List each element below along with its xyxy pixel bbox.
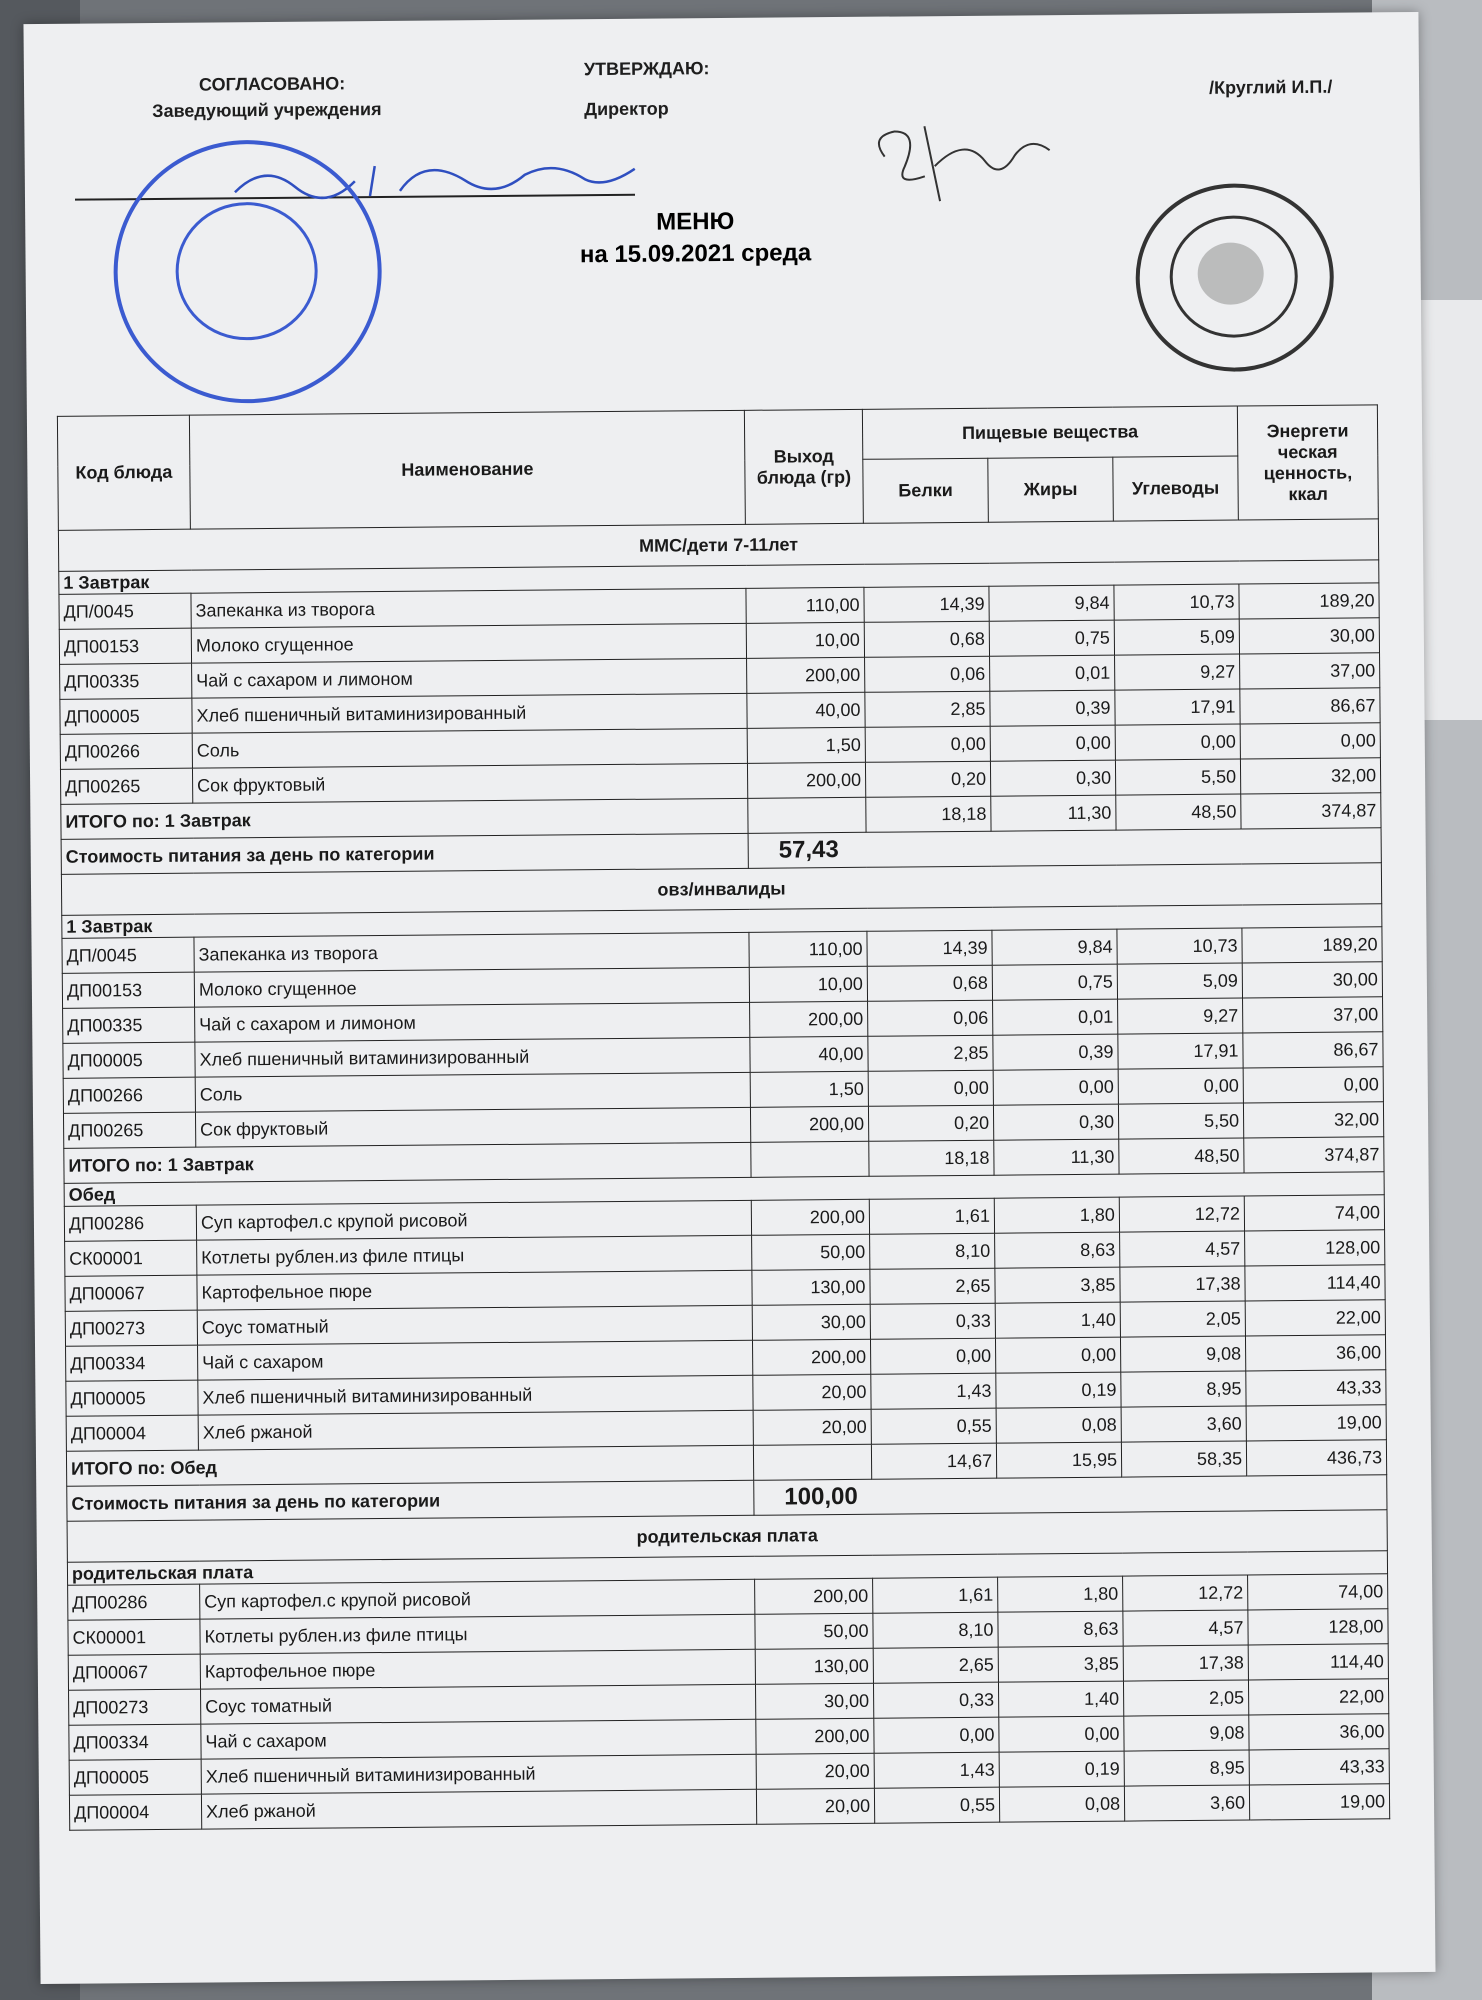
dish-protein: 2,85 [865,691,990,727]
dish-fat: 0,19 [996,1372,1121,1408]
dish-fat: 1,80 [994,1197,1119,1233]
blue-seal [113,139,383,404]
cost-value: 57,43 [748,828,1381,869]
dish-code: ДП00153 [62,972,194,1008]
dish-fat: 0,00 [995,1337,1120,1373]
dish-protein: 2,65 [870,1268,995,1304]
dish-code: ДП00005 [69,1759,201,1795]
dish-output: 20,00 [756,1753,874,1789]
dish-carbs: 17,91 [1118,1033,1243,1069]
dish-carbs: 12,72 [1119,1196,1244,1232]
dish-carbs: 17,38 [1120,1266,1245,1302]
dish-protein: 1,43 [871,1373,996,1409]
col-energy: Энергети ческая ценность, ккал [1237,405,1378,520]
dish-code: ДП00335 [63,1007,195,1043]
dish-code: ДП00005 [63,1042,195,1078]
dish-name: Хлеб ржаной [198,1410,753,1450]
dish-energy: 74,00 [1244,1195,1384,1231]
dish-protein: 0,06 [868,1000,993,1036]
dish-code: ДП00266 [63,1077,195,1113]
dish-carbs: 0,00 [1115,724,1240,760]
dish-carbs: 8,95 [1121,1371,1246,1407]
dish-fat: 0,39 [990,690,1115,726]
page-subtitle: на 15.09.2021 среда [579,239,812,269]
dish-carbs: 8,95 [1124,1750,1249,1786]
director-name: /Круглий И.П./ [1208,76,1333,98]
total-energy: 374,87 [1241,793,1381,829]
dish-carbs: 9,27 [1115,654,1240,690]
dish-output: 200,00 [752,1339,870,1375]
dish-carbs: 5,50 [1115,759,1240,795]
dish-fat: 0,00 [999,1716,1124,1752]
dish-output: 200,00 [747,657,865,693]
total-energy: 436,73 [1246,1440,1386,1476]
dish-output: 110,00 [749,931,867,967]
cost-label: Стоимость питания за день по категории [67,1480,754,1521]
dish-energy: 86,67 [1240,688,1380,724]
dish-code: ДП00273 [65,1310,197,1346]
dish-output: 20,00 [756,1788,874,1824]
dish-energy: 32,00 [1240,758,1380,794]
dish-energy: 114,40 [1245,1265,1385,1301]
dish-output: 130,00 [752,1269,870,1305]
dish-code: ДП00273 [69,1689,201,1725]
dish-protein: 0,33 [873,1682,998,1718]
dish-name: Картофельное пюре [197,1270,752,1310]
dish-energy: 114,40 [1248,1644,1388,1680]
dish-name: Молоко сгущенное [194,967,749,1007]
dish-name: Соль [192,728,747,768]
dish-energy: 36,00 [1245,1335,1385,1371]
total-fat: 11,30 [991,795,1116,831]
dish-code: ДП00335 [60,663,192,699]
dish-energy: 37,00 [1243,997,1383,1033]
dish-carbs: 9,27 [1118,998,1243,1034]
dish-name: Сок фруктовый [195,1107,750,1147]
dish-protein: 0,55 [874,1787,999,1823]
total-energy: 374,87 [1244,1137,1384,1173]
dish-name: Чай с сахаром и лимоном [195,1002,750,1042]
dish-protein: 0,00 [868,1070,993,1106]
page-title: МЕНЮ [656,207,735,236]
dish-code: ДП00266 [60,733,192,769]
dish-fat: 3,85 [995,1267,1120,1303]
dish-energy: 0,00 [1243,1067,1383,1103]
dish-protein: 0,00 [865,726,990,762]
dish-name: Суп картофел.с крупой рисовой [200,1579,755,1619]
section-title: овз/инвалиды [61,863,1381,916]
dish-output: 110,00 [746,587,864,623]
black-seal [1135,183,1335,373]
dish-fat: 8,63 [998,1611,1123,1647]
dish-carbs: 4,57 [1120,1231,1245,1267]
dish-code: ДП00005 [66,1380,198,1416]
dish-fat: 9,84 [992,929,1117,965]
dish-output: 30,00 [755,1683,873,1719]
dish-output: 30,00 [752,1304,870,1340]
dish-energy: 19,00 [1249,1784,1389,1820]
dish-energy: 43,33 [1246,1370,1386,1406]
dish-name: Чай с сахаром [198,1340,753,1380]
dish-fat: 1,40 [998,1681,1123,1717]
dish-protein: 0,55 [871,1408,996,1444]
dish-name: Сок фруктовый [192,763,747,803]
total-carbs: 48,50 [1119,1138,1244,1174]
col-carbs: Углеводы [1113,456,1239,521]
total-label: ИТОГО по: 1 Завтрак [64,1142,751,1183]
total-label: ИТОГО по: 1 Завтрак [61,798,748,839]
dish-output: 1,50 [747,727,865,763]
dish-carbs: 3,60 [1121,1406,1246,1442]
total-output-empty [748,797,866,833]
dish-fat: 1,80 [998,1576,1123,1612]
dish-fat: 0,08 [999,1786,1124,1822]
total-protein: 14,67 [871,1443,996,1479]
meal-group-name: 1 Завтрак [62,904,1382,939]
dish-carbs: 5,09 [1117,963,1242,999]
dish-energy: 19,00 [1246,1405,1386,1441]
meal-group-name: 1 Завтрак [59,560,1379,595]
dish-name: Хлеб ржаной [201,1789,756,1829]
dish-output: 200,00 [756,1718,874,1754]
dish-protein: 0,00 [874,1717,999,1753]
dish-fat: 0,75 [992,964,1117,1000]
col-name: Наименование [189,410,745,529]
meal-group-name: родительская плата [67,1551,1387,1586]
dish-fat: 0,08 [996,1407,1121,1443]
dish-name: Котлеты рублен.из филе птицы [200,1614,755,1654]
dish-code: ДП00265 [60,768,192,804]
agreed-role: Заведующий учреждения [152,99,382,122]
director-signature [864,105,1065,217]
dish-carbs: 2,05 [1120,1301,1245,1337]
col-nutrients: Пищевые вещества [862,406,1237,459]
dish-protein: 1,61 [869,1198,994,1234]
dish-fat: 0,01 [993,999,1118,1035]
dish-output: 130,00 [755,1648,873,1684]
total-carbs: 58,35 [1121,1441,1246,1477]
dish-code: ДП/0045 [62,937,194,973]
col-output: Выход блюда (гр) [744,409,863,524]
dish-name: Молоко сгущенное [191,623,746,663]
dish-carbs: 10,73 [1117,928,1242,964]
approve-label: УТВЕРЖДАЮ: [583,58,710,80]
dish-name: Суп картофел.с крупой рисовой [196,1200,751,1240]
dish-fat: 0,00 [993,1069,1118,1105]
dish-name: Чай с сахаром и лимоном [192,658,747,698]
dish-name: Картофельное пюре [200,1649,755,1689]
dish-carbs: 17,38 [1123,1645,1248,1681]
dish-code: ДП00286 [68,1584,200,1620]
dish-protein: 0,68 [867,965,992,1001]
total-protein: 18,18 [866,796,991,832]
meal-group-name: Обед [64,1172,1384,1207]
dish-output: 20,00 [753,1374,871,1410]
cost-value: 100,00 [754,1475,1387,1516]
dish-output: 50,00 [752,1234,870,1270]
dish-name: Чай с сахаром [201,1719,756,1759]
menu-document [23,12,1435,1984]
dish-code: ДП00067 [68,1654,200,1690]
dish-energy: 0,00 [1240,723,1380,759]
dish-fat: 0,30 [993,1104,1118,1140]
dish-fat: 0,39 [993,1034,1118,1070]
section-title: ММС/дети 7-11лет [58,519,1378,572]
dish-code: ДП00004 [69,1794,201,1830]
dish-energy: 86,67 [1243,1032,1383,1068]
dish-name: Хлеб пшеничный витаминизированный [198,1375,753,1415]
total-output-empty [751,1141,869,1177]
dish-energy: 30,00 [1239,618,1379,654]
dish-protein: 0,33 [870,1303,995,1339]
dish-carbs: 4,57 [1123,1610,1248,1646]
total-fat: 11,30 [994,1139,1119,1175]
dish-name: Запеканка из творога [191,588,746,628]
dish-protein: 1,61 [873,1577,998,1613]
dish-fat: 0,01 [990,655,1115,691]
dish-carbs: 10,73 [1114,584,1239,620]
dish-name: Хлеб пшеничный витаминизированный [192,693,747,733]
dish-name: Хлеб пшеничный витаминизированный [195,1037,750,1077]
dish-carbs: 5,50 [1118,1103,1243,1139]
dish-carbs: 9,08 [1124,1715,1249,1751]
dish-fat: 1,40 [995,1302,1120,1338]
dish-carbs: 17,91 [1115,689,1240,725]
dish-carbs: 3,60 [1124,1785,1249,1821]
col-code: Код блюда [57,415,190,530]
dish-protein: 14,39 [864,586,989,622]
dish-name: Соль [195,1072,750,1112]
dish-fat: 0,75 [989,620,1114,656]
dish-protein: 0,06 [865,656,990,692]
col-protein: Белки [863,458,989,523]
dish-code: СК00001 [65,1240,197,1276]
dish-protein: 0,68 [864,621,989,657]
dish-protein: 2,65 [873,1647,998,1683]
dish-output: 10,00 [749,966,867,1002]
total-protein: 18,18 [869,1140,994,1176]
total-label: ИТОГО по: Обед [66,1445,753,1486]
dish-energy: 128,00 [1248,1609,1388,1645]
agreed-label: СОГЛАСОВАНО: [198,73,346,95]
dish-carbs: 5,09 [1114,619,1239,655]
dish-energy: 128,00 [1245,1230,1385,1266]
dish-energy: 189,20 [1242,927,1382,963]
cost-label: Стоимость питания за день по категории [61,833,748,874]
dish-protein: 2,85 [868,1035,993,1071]
dish-output: 200,00 [751,1199,869,1235]
dish-energy: 22,00 [1248,1679,1388,1715]
dish-code: СК00001 [68,1619,200,1655]
section-title: родительская плата [67,1510,1387,1563]
dish-code: ДП/0045 [59,593,191,629]
dish-name: Соус томатный [197,1305,752,1345]
dish-energy: 22,00 [1245,1300,1385,1336]
dish-output: 20,00 [753,1409,871,1445]
total-carbs: 48,50 [1116,794,1241,830]
dish-output: 200,00 [747,762,865,798]
dish-energy: 37,00 [1240,653,1380,689]
dish-name: Хлеб пшеничный витаминизированный [201,1754,756,1794]
dish-output: 50,00 [755,1613,873,1649]
dish-output: 10,00 [746,622,864,658]
dish-carbs: 0,00 [1118,1068,1243,1104]
dish-fat: 8,63 [995,1232,1120,1268]
total-output-empty [753,1444,871,1480]
dish-output: 200,00 [750,1001,868,1037]
dish-code: ДП00334 [69,1724,201,1760]
dish-protein: 0,20 [868,1105,993,1141]
dish-code: ДП00067 [65,1275,197,1311]
dish-output: 1,50 [750,1071,868,1107]
dish-protein: 8,10 [873,1612,998,1648]
menu-table [57,404,1390,1830]
dish-code: ДП00153 [59,628,191,664]
dish-energy: 36,00 [1249,1714,1389,1750]
dish-energy: 43,33 [1249,1749,1389,1785]
total-fat: 15,95 [996,1442,1121,1478]
dish-fat: 9,84 [989,585,1114,621]
dish-output: 200,00 [750,1106,868,1142]
dish-protein: 8,10 [870,1233,995,1269]
dish-fat: 3,85 [998,1646,1123,1682]
dish-protein: 0,20 [865,761,990,797]
dish-fat: 0,30 [990,760,1115,796]
dish-name: Котлеты рублен.из филе птицы [197,1235,752,1275]
dish-energy: 74,00 [1248,1574,1388,1610]
dish-carbs: 2,05 [1123,1680,1248,1716]
dish-carbs: 9,08 [1120,1336,1245,1372]
dish-energy: 32,00 [1243,1102,1383,1138]
dish-name: Соус томатный [201,1684,756,1724]
dish-protein: 1,43 [874,1752,999,1788]
dish-code: ДП00004 [66,1415,198,1451]
dish-energy: 30,00 [1242,962,1382,998]
dish-code: ДП00005 [60,698,192,734]
dish-code: ДП00334 [66,1345,198,1381]
approve-role: Директор [584,98,669,120]
dish-code: ДП00265 [63,1112,195,1148]
dish-carbs: 12,72 [1123,1575,1248,1611]
dish-name: Запеканка из творога [194,932,749,972]
col-fat: Жиры [988,457,1114,522]
dish-output: 200,00 [755,1578,873,1614]
dish-code: ДП00286 [64,1205,196,1241]
dish-protein: 14,39 [867,930,992,966]
dish-fat: 0,19 [999,1751,1124,1787]
menu-body [58,519,1389,1830]
dish-energy: 189,20 [1239,583,1379,619]
dish-output: 40,00 [747,692,865,728]
dish-protein: 0,00 [870,1338,995,1374]
dish-fat: 0,00 [990,725,1115,761]
dish-output: 40,00 [750,1036,868,1072]
